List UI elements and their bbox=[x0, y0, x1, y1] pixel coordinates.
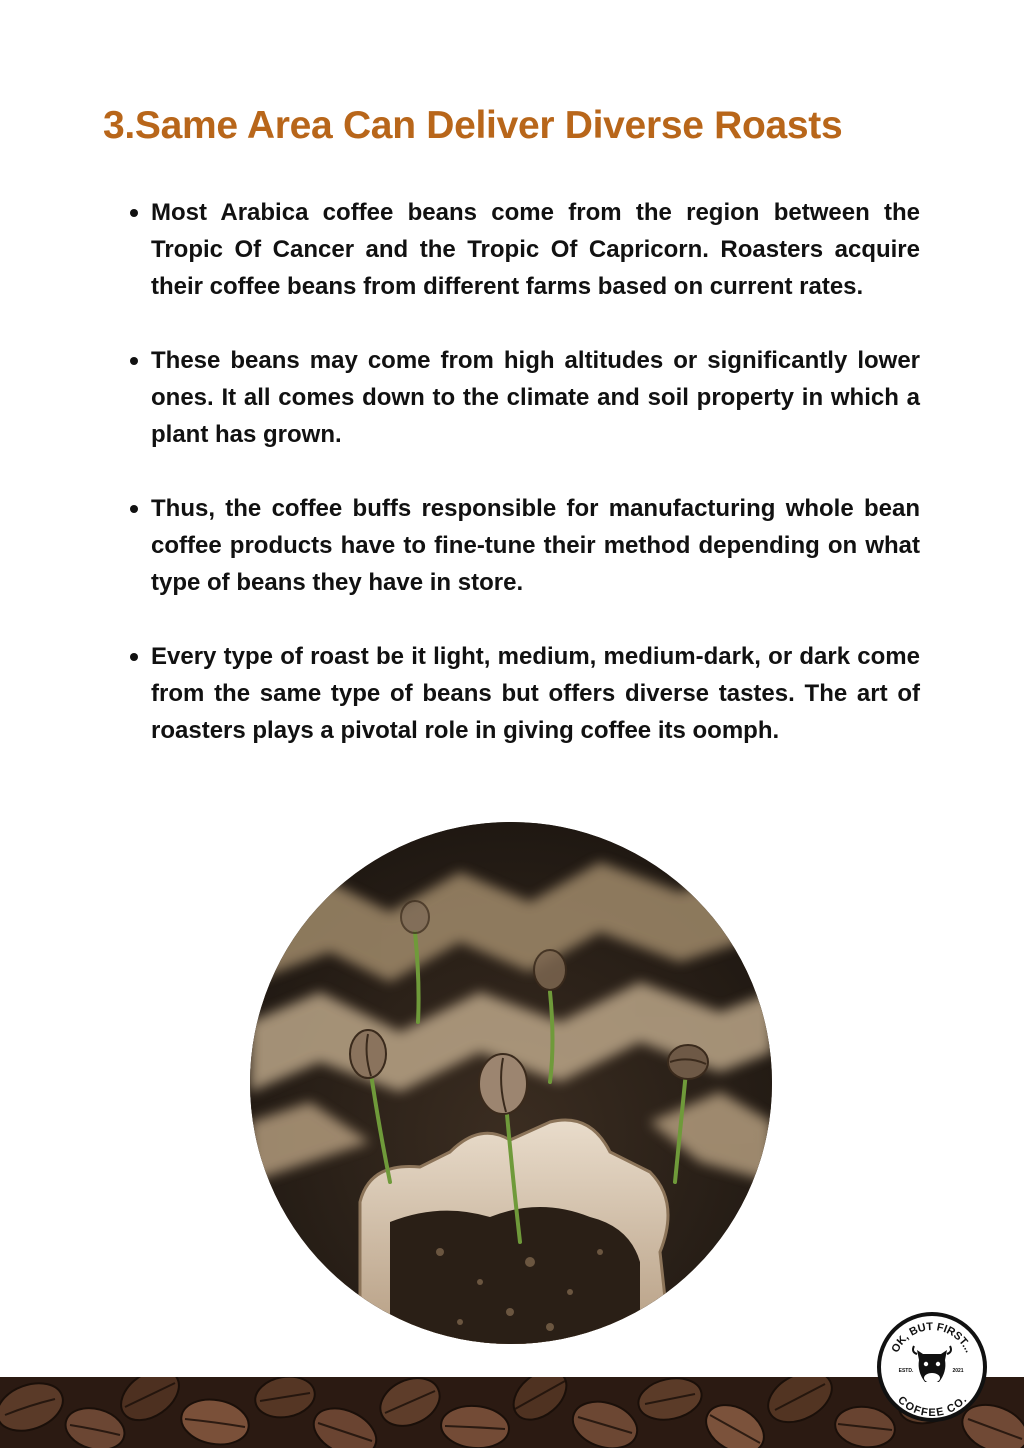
cow-head-icon bbox=[913, 1346, 951, 1383]
bullet-dot-icon bbox=[130, 357, 138, 365]
bullet-item-3 bbox=[128, 490, 920, 601]
bullet-text: These beans may come from high altitudes or significantly lower ones. It all comes down to the climate and soil property in which a plant has grown. bbox=[151, 347, 920, 448]
bullet-dot-icon bbox=[130, 653, 138, 661]
page-title: 3.Same Area Can Deliver Diverse Roasts bbox=[103, 104, 843, 147]
bullet-dot-icon bbox=[130, 505, 138, 513]
logo-year: 2021 bbox=[952, 1368, 964, 1374]
bullet-item-1 bbox=[128, 194, 920, 305]
coffee-seedlings-photo bbox=[250, 822, 772, 1344]
bullet-item-4 bbox=[128, 638, 920, 749]
bullet-text: Every type of roast be it light, medium, medium-dark, or dark come from the same type of beans but offers diverse tastes. The art of roasters plays a pivotal role in giving coffee its oomph. bbox=[151, 643, 920, 744]
logo-top-text: OK, BUT FIRST... bbox=[889, 1320, 975, 1355]
bullet-item-2 bbox=[128, 342, 920, 453]
coffee-beans-banner bbox=[0, 1377, 1024, 1448]
bullet-list bbox=[128, 194, 920, 786]
logo-estd-label: ESTD. bbox=[898, 1368, 914, 1374]
bullet-text: Thus, the coffee buffs responsible for manufacturing whole bean coffee products have to fine-tune their method depending on what type of beans they have in store. bbox=[151, 495, 920, 596]
brand-logo bbox=[877, 1312, 987, 1422]
bullet-dot-icon bbox=[130, 209, 138, 217]
bullet-text: Most Arabica coffee beans come from the region between the Tropic Of Cancer and the Tropic Of Capricorn. Roasters acquire their coffee beans from different farms based on current rates. bbox=[151, 199, 920, 300]
logo-bottom-text: COFFEE CO. bbox=[895, 1394, 970, 1418]
